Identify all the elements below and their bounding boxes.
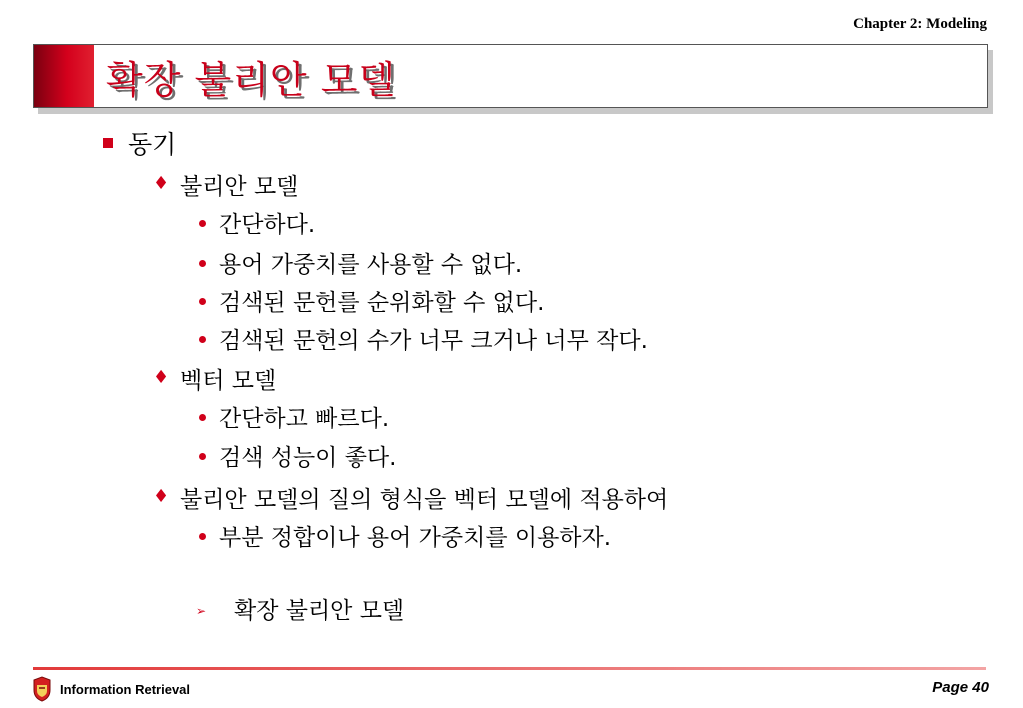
bullet-vector-model: 벡터 모델 bbox=[180, 368, 277, 394]
chapter-header: Chapter 2: Modeling bbox=[853, 16, 987, 32]
diamond-bullet-icon: ♦ bbox=[153, 367, 170, 388]
dot-bullet-icon bbox=[199, 260, 206, 267]
slide-title: 확장 불리안 모델 bbox=[106, 58, 397, 102]
dot-bullet-icon bbox=[199, 220, 206, 227]
list-item: 검색된 문헌를 순위화할 수 없다. bbox=[219, 290, 545, 316]
dot-bullet-icon bbox=[199, 336, 206, 343]
list-item: 간단하다. bbox=[219, 212, 316, 238]
crest-logo-icon bbox=[32, 676, 52, 702]
page-number: Page 40 bbox=[932, 679, 989, 696]
title-accent-block bbox=[34, 45, 94, 107]
bullet-level1: 동기 bbox=[128, 130, 177, 159]
arrow-bullet-icon: ➢ bbox=[196, 604, 207, 618]
list-item: 검색 성능이 좋다. bbox=[219, 445, 397, 471]
footer-course-title: Information Retrieval bbox=[60, 682, 191, 697]
dot-bullet-icon bbox=[199, 298, 206, 305]
title-bar bbox=[33, 44, 988, 108]
diamond-bullet-icon: ♦ bbox=[153, 486, 170, 507]
list-item: 간단하고 빠르다. bbox=[219, 406, 390, 432]
dot-bullet-icon bbox=[199, 414, 206, 421]
square-bullet-icon bbox=[103, 138, 113, 148]
list-item: 용어 가중치를 사용할 수 없다. bbox=[219, 252, 523, 278]
list-item: 부분 정합이나 용어 가중치를 이용하자. bbox=[219, 525, 612, 551]
conclusion-text: 확장 불리안 모델 bbox=[234, 598, 405, 624]
bullet-boolean-model: 불리안 모델 bbox=[180, 174, 299, 200]
dot-bullet-icon bbox=[199, 533, 206, 540]
bullet-combined: 불리안 모델의 질의 형식을 벡터 모델에 적용하여 bbox=[180, 487, 669, 513]
diamond-bullet-icon: ♦ bbox=[153, 173, 170, 194]
footer-divider bbox=[33, 667, 986, 670]
list-item: 검색된 문헌의 수가 너무 크거나 너무 작다. bbox=[219, 328, 648, 354]
dot-bullet-icon bbox=[199, 453, 206, 460]
